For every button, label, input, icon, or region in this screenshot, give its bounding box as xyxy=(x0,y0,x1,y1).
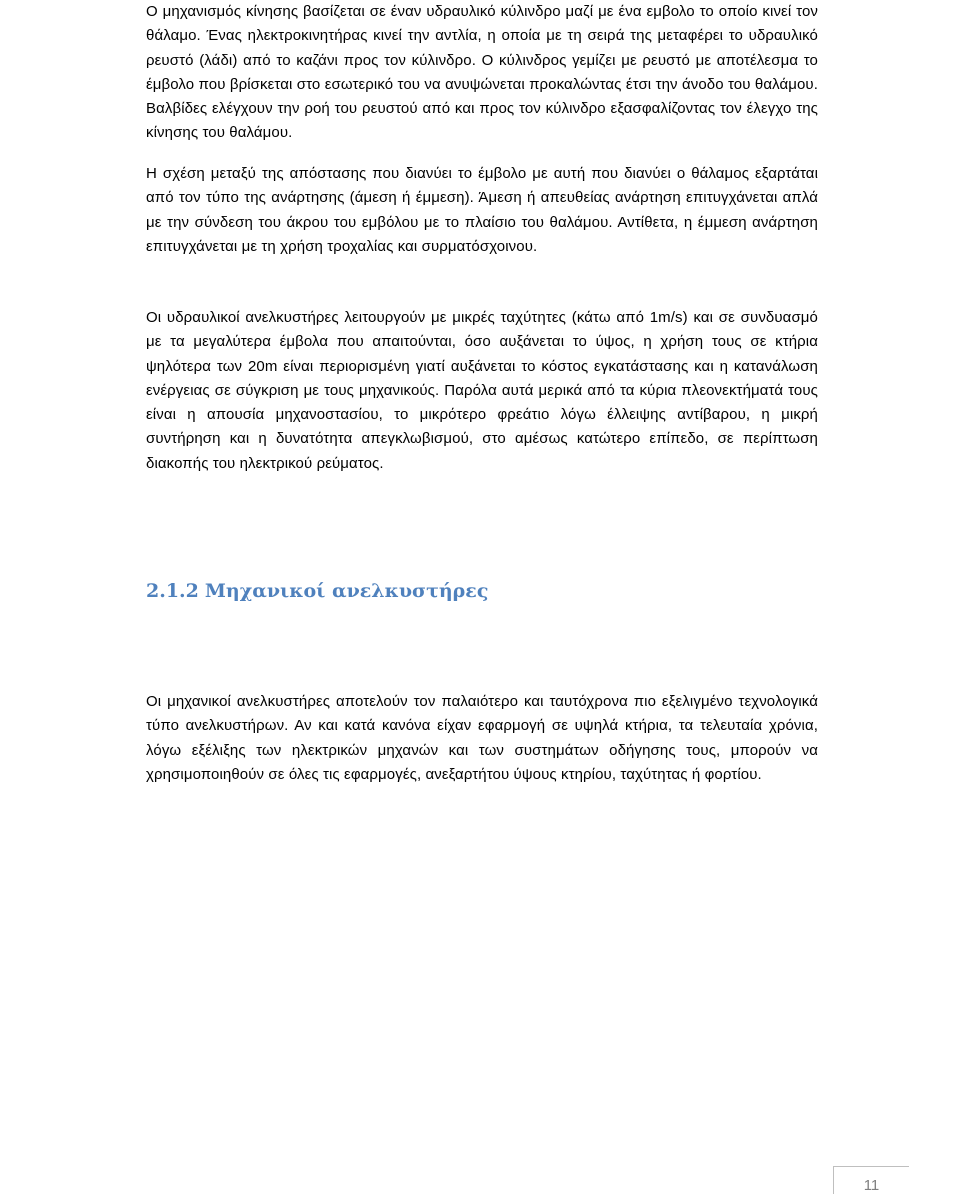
paragraph-suspension-types: Η σχέση μεταξύ της απόστασης που διανύει το έμβολο με αυτή που διανύει ο θάλαμος εξαρτάται από τον τύπο της ανάρτησης (άμεση ή έμμεση). Άμεση ή απευθείας ανάρτηση επιτυγχάνεται απλά με την σύνδεση του άκρου του εμβόλου με το πλαίσιο του θαλάμου. Αντίθετα, η έμμεση ανάρτηση επιτυγχάνεται με τη χρήση τροχαλίας και συρματόσχοινου. xyxy=(146,165,818,255)
paragraph-hydraulic-mechanism: Ο μηχανισμός κίνησης βασίζεται σε έναν υδραυλικό κύλινδρο μαζί με ένα εμβολο το οποίο κινεί τον θάλαμο. Ένας ηλεκτροκινητήρας κινεί την αντλία, η οποία με τη σειρά της μεταφέρει το υδραυλικό ρευστό (λάδι) από το καζάνι προς τον κύλινδρο. Ο κύλινδρος γεμίζει με ρευστό με αποτέλεσμα το έμβολο που βρίσκεται στο εσωτερικό του να ανυψώνεται προκαλώντας έτσι την άνοδο του θαλάμου. Βαλβίδες ελέγχουν την ροή του ρευστού από και προς τον κύλινδρο εξασφαλίζοντας τον έλεγχο της κίνησης του θαλάμου. xyxy=(146,3,818,142)
section-heading xyxy=(146,580,488,602)
page-number-box xyxy=(833,1166,909,1194)
page-number: 11 xyxy=(863,1177,880,1194)
section-title: Μηχανικοί ανελκυστήρες xyxy=(204,580,489,602)
paragraph-mechanical-elevators: Οι μηχανικοί ανελκυστήρες αποτελούν τον παλαιότερο και ταυτόχρονα πιο εξελιγμένο τεχνολογικά τύπο ανελκυστήρων. Αν και κατά κανόνα είχαν εφαρμογή σε υψηλά κτήρια, τα τελευταία χρόνια, λόγω εξέλιξης των ηλεκτρικών μηχανών και των συστημάτων οδήγησης τους, μπορούν να χρησιμοποιηθούν σε όλες τις εφαρμογές, ανεξαρτήτου ύψους κτηρίου, ταχύτητας ή φορτίου. xyxy=(146,693,818,783)
paragraph-hydraulic-limits: Οι υδραυλικοί ανελκυστήρες λειτουργούν με μικρές ταχύτητες (κάτω από 1m/s) και σε συνδυασμό με τα μεγαλύτερα έμβολα που απαιτούνται, όσο αυξάνεται το ύψος, η χρήση τους σε κτήρια ψηλότερα των 20m είναι περιορισμένη γιατί αυξάνεται το κόστος εγκατάστασης και η κατανάλωση ενέργειας σε σύγκριση με τους μηχανικούς. Παρόλα αυτά μερικά από τα κύρια πλεονεκτήματά τους είναι η απουσία μηχανοστασίου, το μικρότερο φρεάτιο λόγω έλλειψης αντίβαρου, η μικρή συντήρηση και η δυνατότητα απεγκλωβισμού, στο αμέσως κατώτερο επίπεδο, σε περίπτωση διακοπής του ηλεκτρικού ρεύματος. xyxy=(146,309,818,472)
section-number: 2.1.2 xyxy=(146,580,199,602)
